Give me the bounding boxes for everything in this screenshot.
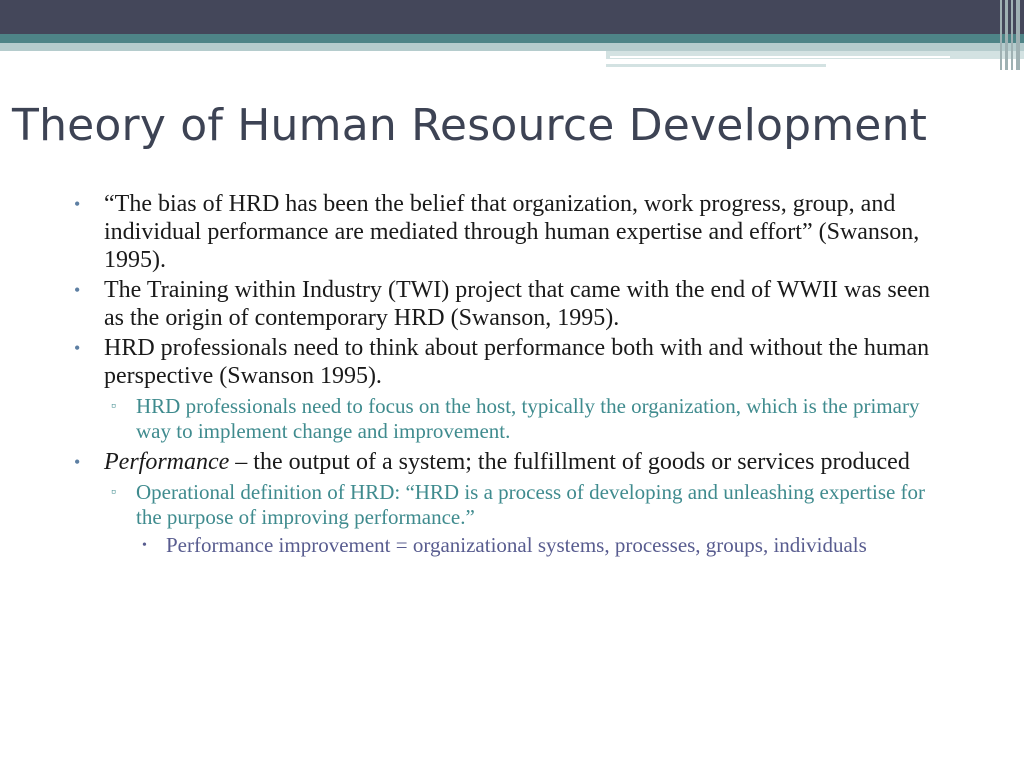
header-edge-lines xyxy=(996,0,1024,70)
bullet-marker: • xyxy=(74,452,81,472)
header-teal-band xyxy=(0,34,1024,43)
bullet-text-rest: – the output of a system; the fulfillment of goods or services produced xyxy=(229,449,910,475)
bullet-text: “The bias of HRD has been the belief that organization, work progress, group, and individual performance are mediated through human expertise and effort” (Swanson, 1995). xyxy=(104,191,920,273)
header-accent-line xyxy=(610,56,950,58)
header-pale-band xyxy=(0,43,1024,51)
bullet-text: HRD professionals need to think about performance both with and without the human perspective (Swanson 1995). xyxy=(104,335,930,389)
bullet-item xyxy=(74,276,954,332)
bullet-marker: • xyxy=(74,280,81,300)
sub-sub-bullet-text: Performance improvement = organizational systems, processes, groups, individuals xyxy=(166,533,867,557)
slide-body xyxy=(74,190,954,557)
header-dark-band xyxy=(0,0,1024,34)
header-accent-stripe-short xyxy=(606,64,826,67)
sub-sub-bullet-marker: • xyxy=(142,538,147,553)
sub-bullet-marker: ▫ xyxy=(111,399,116,414)
sub-bullet-item xyxy=(74,394,954,444)
bullet-marker: • xyxy=(74,338,81,358)
sub-bullet-text: Operational definition of HRD: “HRD is a process of developing and unleashing expertise for the purpose of improving performance.” xyxy=(136,480,926,529)
slide-title: Theory of Human Resource Development xyxy=(12,100,928,151)
bullet-item xyxy=(74,334,954,390)
bullet-item xyxy=(74,190,954,274)
sub-bullet-marker: ▫ xyxy=(111,485,116,500)
sub-sub-bullet-item xyxy=(74,534,954,557)
emphasis-term: Performance xyxy=(104,449,230,475)
bullet-marker: • xyxy=(74,194,81,214)
bullet-item xyxy=(74,448,954,476)
bullet-text xyxy=(104,449,910,475)
sub-bullet-text: HRD professionals need to focus on the host, typically the organization, which is the primary way to implement change and improvement. xyxy=(136,394,920,443)
sub-bullet-item xyxy=(74,480,954,530)
bullet-text: The Training within Industry (TWI) project that came with the end of WWII was seen as the origin of contemporary HRD (Swanson, 1995). xyxy=(104,277,930,331)
